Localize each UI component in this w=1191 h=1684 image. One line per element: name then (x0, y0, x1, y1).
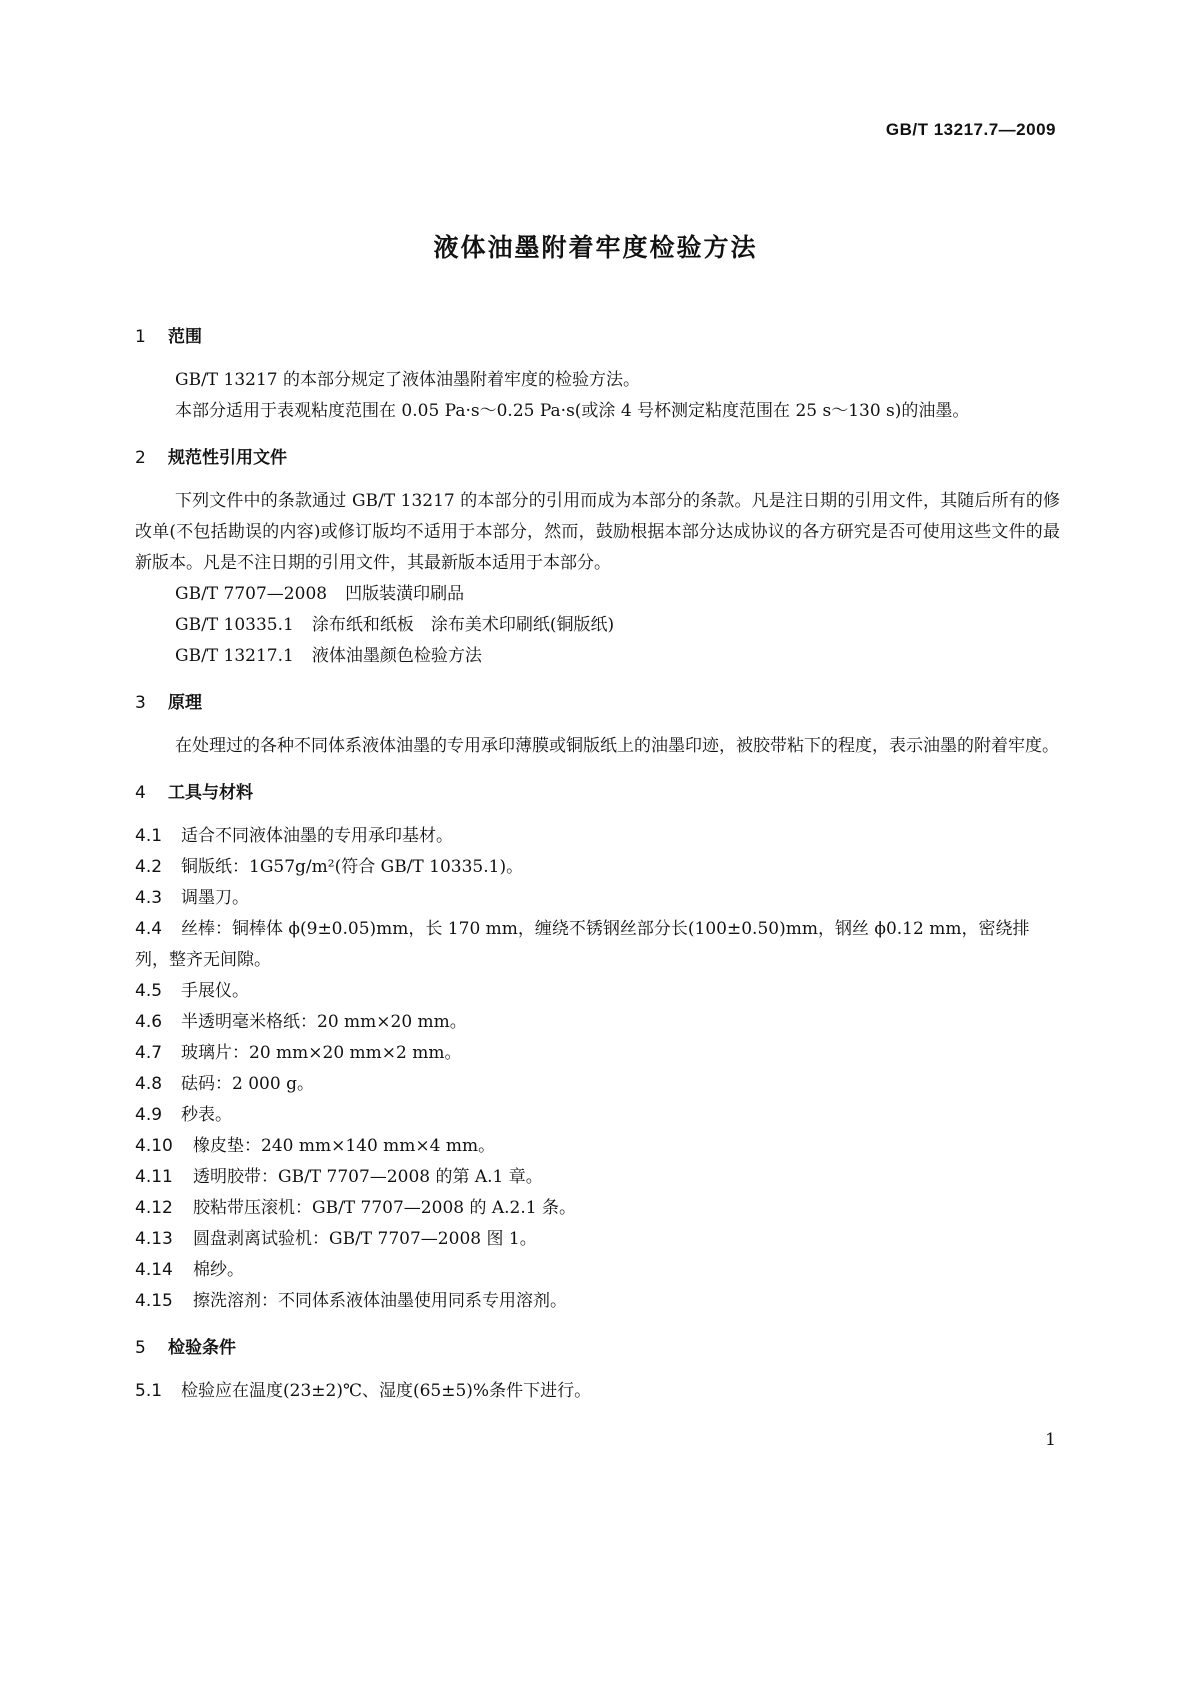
item-text: 擦洗溶剂：不同体系液体油墨使用同系专用溶剂。 (193, 1291, 567, 1311)
document-title: 液体油墨附着牢度检验方法 (433, 233, 758, 262)
item-text: 半透明毫米格纸：20 mm×20 mm。 (181, 1012, 467, 1032)
item-text: 检验应在温度(23±2)℃、湿度(65±5)%条件下进行。 (181, 1381, 592, 1401)
list-item (135, 1376, 1060, 1407)
section-title: 检验条件 (168, 1338, 236, 1358)
reference-code: GB/T 13217.1 (175, 646, 294, 666)
item-text: 砝码：2 000 g。 (181, 1074, 314, 1094)
list-item (135, 1069, 1060, 1100)
item-text: 圆盘剥离试验机：GB/T 7707—2008 图 1。 (193, 1229, 537, 1249)
item-number: 4.8 (135, 1074, 163, 1094)
paragraph: 在处理过的各种不同体系液体油墨的专用承印薄膜或铜版纸上的油墨印迹，被胶带粘下的程度，表示油墨的附着牢度。 (175, 736, 1059, 756)
list-item (135, 1038, 1060, 1069)
item-text: 秒表。 (181, 1105, 232, 1125)
page-number: 1 (1045, 1430, 1056, 1450)
section-number: 5 (135, 1338, 146, 1358)
standard-code: GB/T 13217.7—2009 (885, 120, 1056, 139)
item-number: 4.3 (135, 888, 163, 908)
reference-code: GB/T 10335.1 (175, 615, 294, 635)
section-heading-1 (135, 322, 1060, 353)
section-title: 工具与材料 (168, 783, 253, 803)
reference-code: GB/T 7707—2008 (175, 584, 328, 604)
list-item (135, 1224, 1060, 1255)
section-heading-3 (135, 688, 1060, 719)
reference-item (135, 610, 1060, 641)
item-text: 手展仪。 (181, 981, 249, 1001)
list-item (135, 1100, 1060, 1131)
item-number: 4.10 (135, 1136, 173, 1156)
item-text: 丝棒：铜棒体 ϕ(9±0.05)mm，长 170 mm，缠绕不锈钢丝部分长(100±0.50)mm，钢丝 ϕ0.12 mm，密绕排列，整齐无间隙。 (135, 919, 1030, 970)
item-number: 4.4 (135, 919, 163, 939)
item-number: 4.11 (135, 1167, 173, 1187)
section-title: 规范性引用文件 (168, 448, 287, 468)
reference-item (135, 641, 1060, 672)
section-number: 4 (135, 783, 146, 803)
item-number: 4.13 (135, 1229, 173, 1249)
item-text: 胶粘带压滚机：GB/T 7707—2008 的 A.2.1 条。 (193, 1198, 576, 1218)
item-number: 5.1 (135, 1381, 163, 1401)
section-heading-2 (135, 443, 1060, 474)
item-number: 4.6 (135, 1012, 163, 1032)
list-item (135, 1131, 1060, 1162)
item-number: 4.9 (135, 1105, 163, 1125)
list-item (135, 1255, 1060, 1286)
paragraph: 下列文件中的条款通过 GB/T 13217 的本部分的引用而成为本部分的条款。凡是注日期的引用文件，其随后所有的修改单(不包括勘误的内容)或修订版均不适用于本部分，然而，鼓励根据本部分达成协议的各方研究是否可使用这些文件的最新版本。凡是不注日期的引用文件，其最新版本适用于本部分。 (135, 491, 1060, 573)
item-text: 适合不同液体油墨的专用承印基材。 (181, 826, 453, 846)
reference-title: 涂布纸和纸板 涂布美术印刷纸(铜版纸) (311, 615, 615, 635)
list-item (135, 976, 1060, 1007)
list-item (135, 1007, 1060, 1038)
paragraph: 本部分适用于表观粘度范围在 0.05 Pa·s～0.25 Pa·s(或涂 4 号杯测定粘度范围在 25 s～130 s)的油墨。 (175, 401, 970, 421)
item-text: 铜版纸：1G57g/m²(符合 GB/T 10335.1)。 (181, 857, 524, 877)
section-number: 1 (135, 327, 146, 347)
section-heading-4 (135, 778, 1060, 809)
item-text: 调墨刀。 (181, 888, 249, 908)
list-item (135, 1162, 1060, 1193)
item-text: 透明胶带：GB/T 7707—2008 的第 A.1 章。 (193, 1167, 543, 1187)
list-item (135, 1286, 1060, 1317)
item-text: 玻璃片：20 mm×20 mm×2 mm。 (181, 1043, 462, 1063)
paragraph: GB/T 13217 的本部分规定了液体油墨附着牢度的检验方法。 (175, 370, 641, 390)
item-number: 4.15 (135, 1291, 173, 1311)
list-item (135, 1193, 1060, 1224)
list-item (135, 883, 1060, 914)
document-body (135, 322, 1060, 1407)
item-number: 4.7 (135, 1043, 163, 1063)
reference-title: 凹版装潢印刷品 (345, 584, 465, 604)
section-number: 2 (135, 448, 146, 468)
item-text: 棉纱。 (193, 1260, 244, 1280)
list-item (135, 914, 1060, 976)
reference-title: 液体油墨颜色检验方法 (311, 646, 482, 666)
item-text: 橡皮垫：240 mm×140 mm×4 mm。 (193, 1136, 496, 1156)
item-number: 4.2 (135, 857, 163, 877)
section-title: 原理 (168, 693, 202, 713)
item-number: 4.1 (135, 826, 163, 846)
reference-item (135, 579, 1060, 610)
section-heading-5 (135, 1333, 1060, 1364)
item-number: 4.5 (135, 981, 163, 1001)
list-item (135, 852, 1060, 883)
item-number: 4.14 (135, 1260, 173, 1280)
section-title: 范围 (168, 327, 202, 347)
item-number: 4.12 (135, 1198, 173, 1218)
section-number: 3 (135, 693, 146, 713)
list-item (135, 821, 1060, 852)
